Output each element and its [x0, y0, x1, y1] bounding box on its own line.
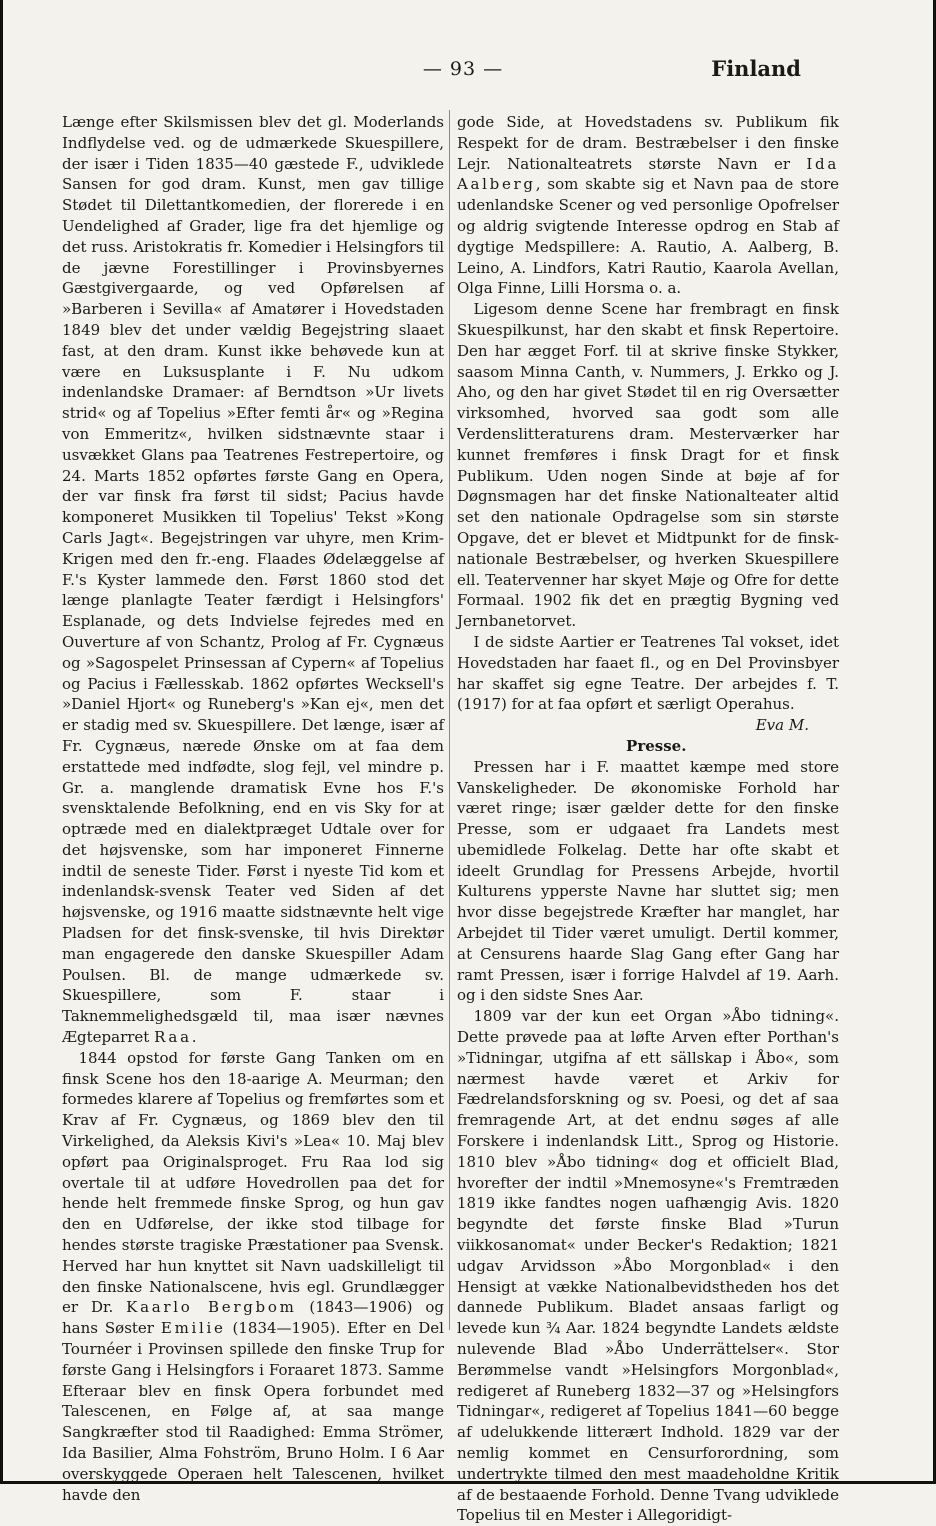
- paragraph: Ligesom denne Scene har frembragt en finsk Skuespilkunst, har den skabt et finsk Repertoire. Den har ægget Forf. til at skrive finske Stykker, saasom Minna Canth, v. Nummers, J. Erkko og J. Aho, og den har givet Stødet til en rig Oversætter virksomhed, hvorved saa godt som alle Verdenslitteraturens dram. Mesterværker har kunnet fremføres i finsk Dragt for et finsk Publikum. Uden nogen Sinde at bøje af for Døgnsmagen har det finske Nationalteater altid set den nationale Opdragelse som sin største Opgave, det er blevet et Midtpunkt for de finsk-nationale Bestræbelser, og hverken Skuespillere ell. Teatervenner har skyet Møje og Ofre for dette Formaal. 1902 fik det en prægtig Bygning ved Jernbanetorvet.: [457, 300, 839, 631]
- text: gode Side, at Hovedstadens sv. Publikum fik Respekt for de dram. Bestræbelser i den finske Lejr. Nationalteatrets største Navn er: [457, 113, 839, 173]
- spaced-name: Raa: [154, 1028, 192, 1047]
- text: (1843—1906) og hans Søster: [62, 1298, 444, 1338]
- text: (1834—1905). Efter en Del Tournéer i Provinsen spillede den finske Trup for første Gang i Helsingfors i Foraaret 1873. Samme Efteraar blev en finsk Opera forbundet med Talescenen, en Følge af, at saa mange Sangkræfter stod til Raadighed: Emma Strömer, Ida Basilier, Alma Fohström, Bruno Holm. I 6 Aar overskyggede Operaen helt Talescenen, hvilket havde den: [62, 1319, 444, 1504]
- left-column: [62, 112, 444, 1505]
- text: I de sidste Aartier er Teatrenes Tal vokset, idet Hovedstaden har faaet fl., og en Del Provinsbyer har skaffet sig egne Teatre. Der arbejdes f. T. (1917) for at faa opført et særligt Operahus.: [457, 632, 839, 714]
- paragraph: [62, 1048, 444, 1506]
- column-divider: [449, 110, 450, 1330]
- page-number: — 93 —: [422, 58, 504, 80]
- author-signature: Eva M.: [755, 716, 809, 735]
- text: , som skabte sig et Navn paa de store udenlandske Scener og ved personlige Opofrelser og aldrig svigtende Interesse opdrog en Stab af dygtige Medspillere: A. Rautio, A. Aalberg, B. Leino, A. Lindfors, Katri Rautio, Kaarola Avellan, Olga Finne, Lilli Horsma o. a.: [457, 175, 839, 298]
- paragraph: Pressen har i F. maattet kæmpe med store Vanskeligheder. De økonomiske Forhold har været ringe; især gælder dette for den finske Presse, som er udgaaet fra Landets mest ubemidlede Folkelag. Dette har ofte skabt et ideelt Grundlag for Pressens Arbejde, hvortil Kulturens ypperste Navne har sluttet sig; men hvor disse begejstrede Kræfter har manglet, har Arbejdet til Tider været umuligt. Dertil kommer, at Censurens haarde Slag Gang efter Gang har ramt Pressen, især i forrige Halvdel af 19. Aarh. og i den sidste Snes Aar.: [457, 757, 839, 1005]
- right-column: [457, 112, 839, 1526]
- paragraph: 1809 var der kun eet Organ »Åbo tidning«. Dette prøvede paa at løfte Arven efter Porthan's »Tidningar, utgifna af ett sällskap i Åbo«, som nærmest havde været et Arkiv for Fædrelandsforskning og sv. Poesi, og det af saa fremragende Art, at det endnu søges af alle Forskere i indenlandsk Litt., Sprog og Historie. 1810 blev »Åbo tidning« dog et officielt Blad, hvorefter der indtil »Mnemosyne«'s Fremtræden 1819 ikke fandtes nogen uafhængig Avis. 1820 begyndte det første finske Blad »Turun viikkosanomat« under Becker's Redaktion; 1821 udgav Arvidsson »Åbo Morgonblad« i den Hensigt at vække Nationalbevidstheden hos det dannede Publikum. Bladet ansaas farligt og levede kun ¾ Aar. 1824 begyndte Landets ældste nulevende Blad »Åbo Underrättelser«. Stor Berømmelse vandt »Helsingfors Morgonblad«, redigeret af Runeberg 1832—37 og »Helsingfors Tidningar«, redigeret af Topelius 1841—60 begge af udelukkende litterært Indhold. 1829 var der nemlig kommet en Censurforordning, som undertrykte tilmed den mest maadeholdne Kritik af de bestaaende Forhold. Denne Tvang udviklede Topelius til en Mester i Allegoridigt-: [457, 1007, 839, 1525]
- text: 1844 opstod for første Gang Tanken om en finsk Scene hos den 18-aarige A. Meurman; den formedes klarere af Topelius og fremførtes som et Krav af Fr. Cygnæus, og 1869 blev den til Virkelighed, da Aleksis Kivi's »Lea« 10. Maj blev opført paa Originalsproget. Fru Raa lod sig overtale til at udføre Hovedrollen paa det for hende helt fremmede finske Sprog, og hun gav den en Udførelse, der ikke stod tilbage for hendes største tragiske Præstationer paa Svensk. Herved har hun knyttet sit Navn uadskilleligt til den finske Nationalscene, hvis egl. Grundlægger er Dr.: [62, 1048, 444, 1317]
- text: Længe efter Skilsmissen blev det gl. Moderlands Indflydelse ved. og de udmærkede Skuespillere, der især i Tiden 1835—40 gæstede F., udviklede Sansen for god dram. Kunst, men gav tillige Stødet til Dilettantkomedien, der florerede i en Uendelighed af Grader, lige fra det hjemlige og det russ. Aristokratis fr. Komedier i Helsingfors til de jævne Forestillinger i Provinsbyernes Gæstgivergaarde, og ved Opførelsen af »Barberen i Sevilla« af Amatører i Hovedstaden 1849 blev det under vældig Begejstring slaaet fast, at den dram. Kunst ikke behøvede kun at være en Luksusplante i F. Nu udkom indenlandske Dramaer: af Berndtson »Ur livets strid« og af Topelius »Efter femti år« og »Regina von Emmeritz«, hvilken sidstnævnte staar i usvækket Glans paa Teatrenes Festrepertoire, og 24. Marts 1852 opførtes første Gang en Opera, der var finsk fra først til sidst; Pacius havde komponeret Musikken til Topelius' Tekst »Kong Carls Jagt«. Begejstringen var uhyre, men Krim-Krigen med den fr.-eng. Flaades Ødelæggelse af F.'s Kyster lammede den. Først 1860 stod det længe planlagte Teater færdigt i Helsingfors' Esplanade, og dets Indvielse fejredes med en Ouverture af von Schantz, Prolog af Fr. Cygnæus og »Sagospelet Prinsessan af Cypern« af Topelius og Pacius i Fællesskab. 1862 opførtes Wecksell's »Daniel Hjort« og Runeberg's »Kan ej«, men det er stadig med sv. Skuespillere. Det længe, især af Fr. Cygnæus, nærede Ønske om at faa dem erstattede med indfødte, slog fejl, vel mindre p. Gr. a. manglende dramatisk Evne hos F.'s svensktalende Befolkning, end en vis Sky for at optræde med en dialektpræget Udtale over for det højsvenske, som har imponeret Finnerne indtil de seneste Tider. Først i nyeste Tid kom et indenlandsk-svensk Teater ved Siden af det højsvenske, og 1916 maatte sidstnævnte helt vige Pladsen for det finsk-svenske, til hvis Direktør man engagerede den danske Skuespiller Adam Poulsen. Bl. de mange udmærkede sv. Skuespillere, som F. staar i Taknemmelighedsgæld til, maa især nævnes Ægteparret: [62, 113, 444, 1047]
- text: .: [191, 1028, 197, 1047]
- spaced-name: Ida Aalberg: [457, 154, 839, 194]
- spaced-name: Kaarlo Bergbom: [126, 1298, 297, 1317]
- spaced-name: Emilie: [160, 1319, 226, 1338]
- running-head: Finland: [711, 56, 801, 81]
- paragraph: [457, 632, 839, 735]
- section-heading: Presse.: [626, 736, 687, 755]
- paragraph: [457, 112, 839, 299]
- paragraph: [62, 112, 444, 1048]
